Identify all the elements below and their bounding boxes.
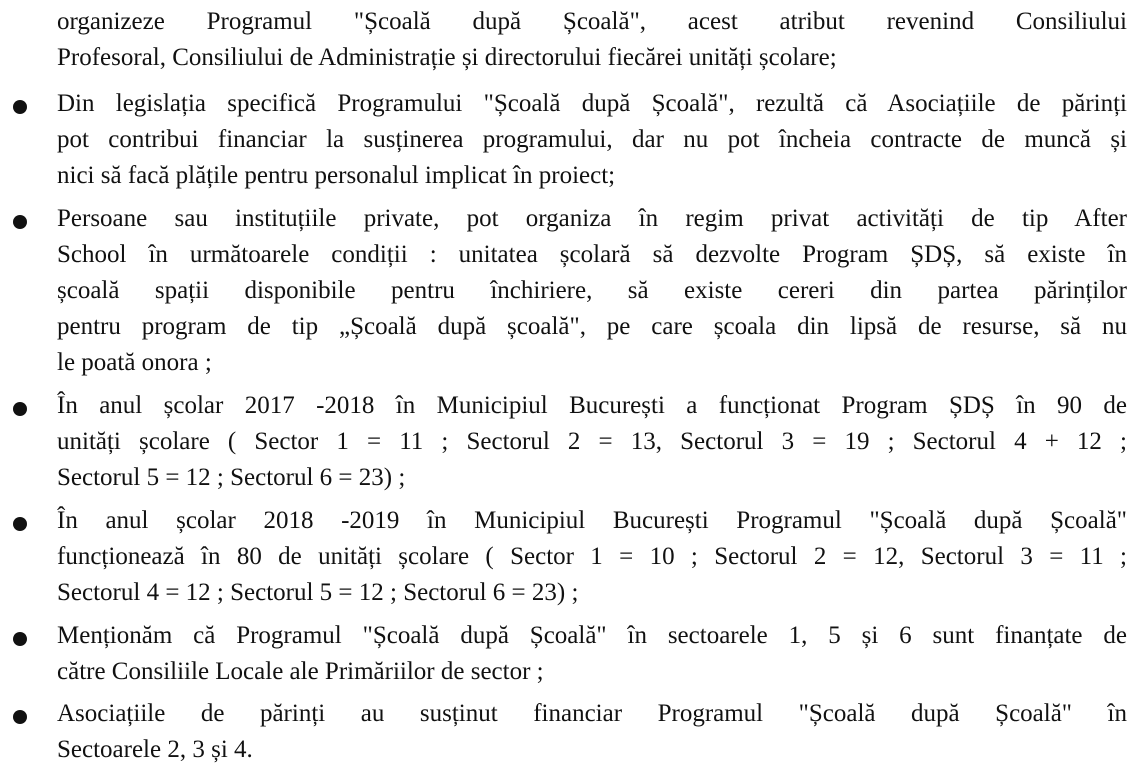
paragraph-line: Asociațiile de părinți au susținut financiar Programul "Școală după Școală" în bbox=[57, 700, 1127, 727]
paragraph-line: școală spații disponibile pentru închiriere, să existe cereri din partea părinților bbox=[57, 277, 1127, 304]
paragraph-line: În anul școlar 2018 -2019 în Municipiul București Programul "Școală după Școală" bbox=[57, 507, 1127, 534]
paragraph-line: School în următoarele condiții : unitatea școlară să dezvolte Program ȘDȘ, să existe în bbox=[57, 241, 1127, 268]
paragraph-line: le poată onora ; bbox=[57, 349, 212, 376]
bullet-icon bbox=[13, 100, 27, 114]
paragraph-line: În anul școlar 2017 -2018 în Municipiul București a funcționat Program ȘDȘ în 90 de bbox=[57, 392, 1127, 419]
paragraph-line: Persoane sau instituțiile private, pot organiza în regim privat activități de tip After bbox=[57, 205, 1127, 232]
paragraph-line: Din legislația specifică Programului "Școală după Școală", rezultă că Asociațiile de părinți bbox=[57, 90, 1127, 117]
bullet-icon bbox=[13, 632, 27, 646]
paragraph-line: unități școlare ( Sector 1 = 11 ; Sectorul 2 = 13, Sectorul 3 = 19 ; Sectorul 4 + 12 ; bbox=[57, 428, 1127, 455]
bullet-icon bbox=[13, 215, 27, 229]
bullet-icon bbox=[13, 402, 27, 416]
paragraph-line: Sectorul 5 = 12 ; Sectorul 6 = 23) ; bbox=[57, 464, 406, 491]
bullet-icon bbox=[13, 517, 27, 531]
paragraph-line: Menționăm că Programul "Școală după Școală" în sectoarele 1, 5 și 6 sunt finanțate de bbox=[57, 622, 1127, 649]
paragraph-line: nici să facă plățile pentru personalul implicat în proiect; bbox=[57, 162, 616, 189]
paragraph-line: pentru program de tip „Școală după școală", pe care școala din lipsă de resurse, să nu bbox=[57, 313, 1127, 340]
paragraph-line: Sectoarele 2, 3 și 4. bbox=[57, 736, 253, 763]
paragraph-line: Sectorul 4 = 12 ; Sectorul 5 = 12 ; Sectorul 6 = 23) ; bbox=[57, 579, 579, 606]
paragraph-line: către Consiliile Locale ale Primăriilor de sector ; bbox=[57, 658, 544, 685]
paragraph-line: funcționează în 80 de unități școlare ( Sector 1 = 10 ; Sectorul 2 = 12, Sectorul 3 = 11 ; bbox=[57, 543, 1127, 570]
paragraph-line: pot contribui financiar la susținerea programului, dar nu pot încheia contracte de muncă și bbox=[57, 126, 1127, 153]
paragraph-line: organizeze Programul "Școală după Școală", acest atribut revenind Consiliului bbox=[57, 8, 1127, 35]
bullet-icon bbox=[13, 710, 27, 724]
paragraph-line: Profesoral, Consiliului de Administrație și directorului fiecărei unități școlare; bbox=[57, 44, 837, 71]
